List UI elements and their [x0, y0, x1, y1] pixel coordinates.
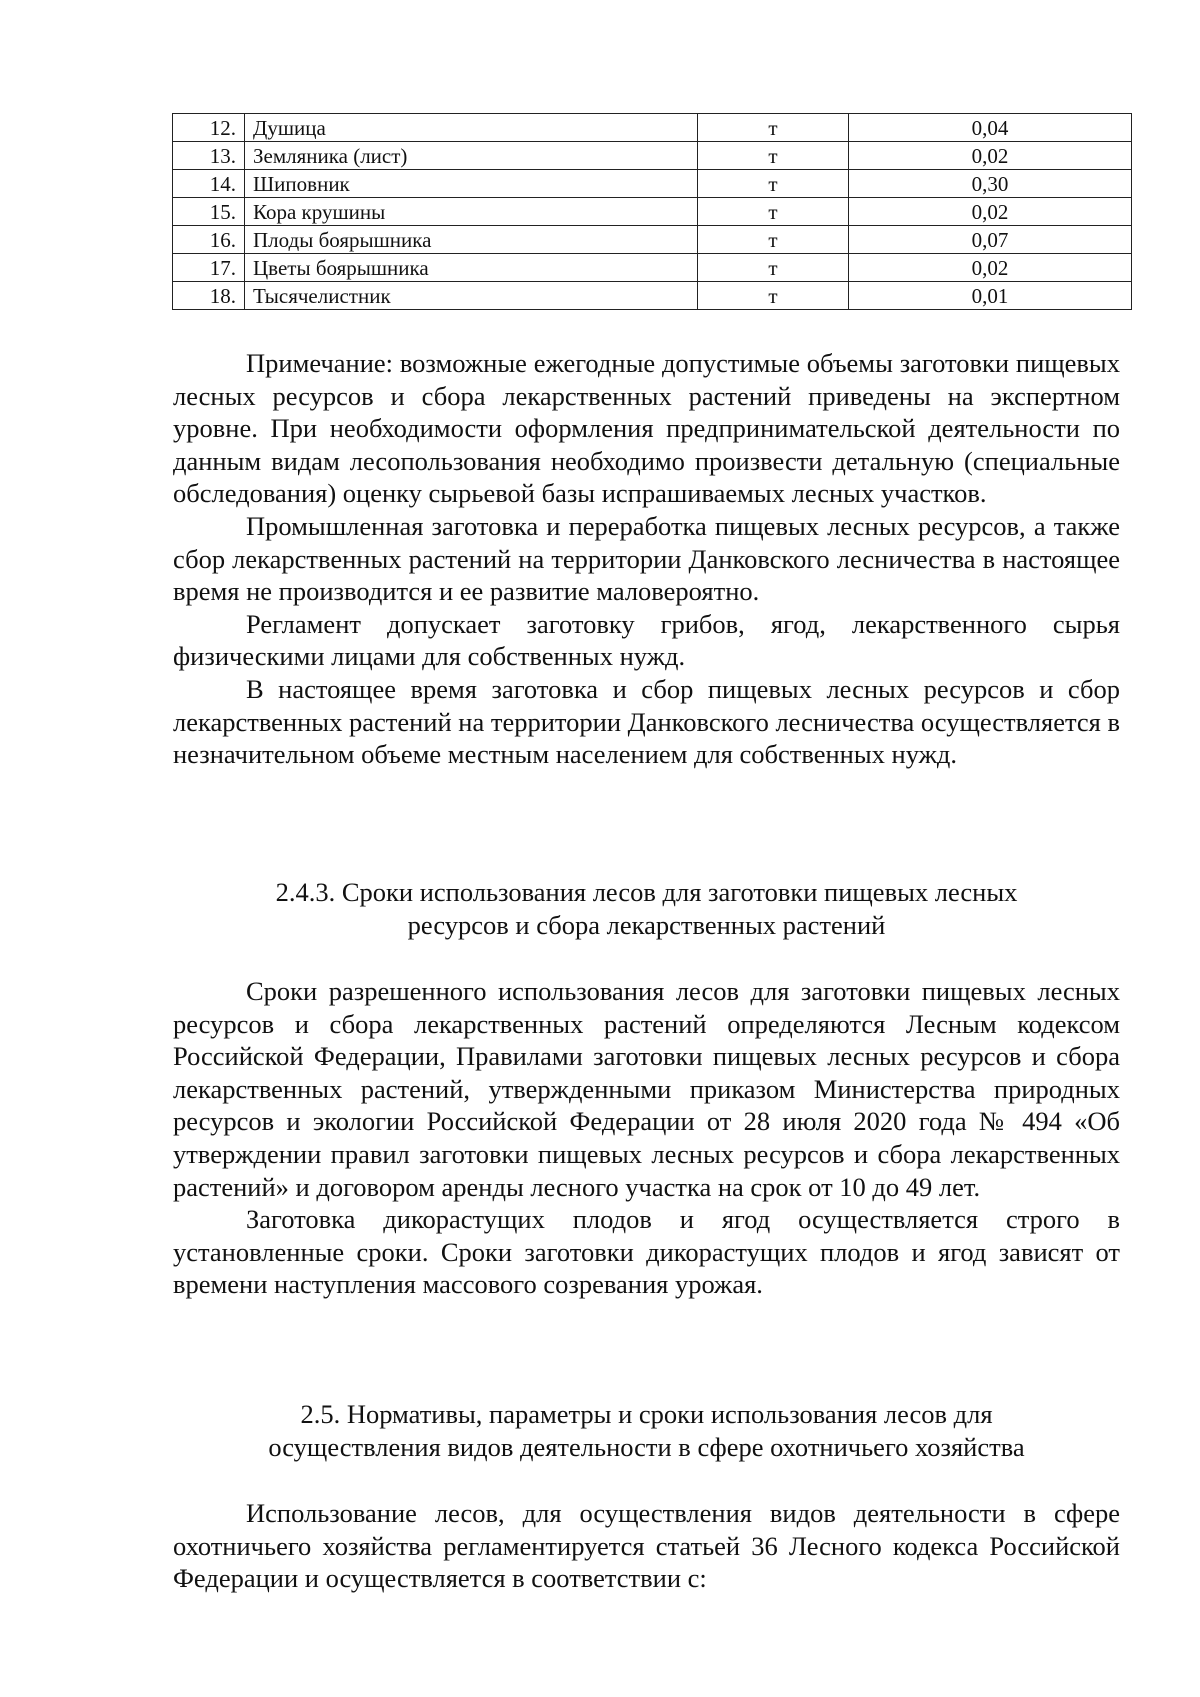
table-row — [173, 198, 1132, 226]
resource-name-cell: Душица — [245, 114, 698, 142]
resources-table-body — [173, 114, 1132, 310]
section-terms — [173, 975, 1120, 1301]
unit-cell: т — [698, 142, 849, 170]
unit-cell: т — [698, 114, 849, 142]
row-number-cell: 17. — [173, 254, 245, 282]
volume-cell: 0,04 — [849, 114, 1132, 142]
volume-cell: 0,01 — [849, 282, 1132, 310]
volume-cell: 0,07 — [849, 226, 1132, 254]
unit-cell: т — [698, 170, 849, 198]
heading-2-4-3 — [173, 876, 1120, 941]
paragraph-note: Примечание: возможные ежегодные допустимые объемы заготовки пищевых лесных ресурсов и сбора лекарственных растений приведены на экспертном уровне. При необходимости оформления предпринимательской деятельности по данным видам лесопользования необходимо произвести детальную (специальные обследования) оценку сырьевой базы испрашиваемых лесных участков. — [173, 348, 1120, 509]
resource-name-cell: Плоды боярышника — [245, 226, 698, 254]
section-hunting — [173, 1497, 1120, 1595]
paragraph-industrial: Промышленная заготовка и переработка пищевых лесных ресурсов, а также сбор лекарственных растений на территории Данковского лесничества в настоящее время не производится и ее развитие маловероятно. — [173, 510, 1120, 607]
heading-2-5-line2: осуществления видов деятельности в сфере охотничьего хозяйства — [268, 1431, 1025, 1462]
row-number-cell: 16. — [173, 226, 245, 254]
table-row — [173, 170, 1132, 198]
volume-cell: 0,02 — [849, 142, 1132, 170]
resource-name-cell: Шиповник — [245, 170, 698, 198]
row-number-cell: 12. — [173, 114, 245, 142]
volume-cell: 0,02 — [849, 254, 1132, 282]
row-number-cell: 18. — [173, 282, 245, 310]
row-number-cell: 15. — [173, 198, 245, 226]
resources-table — [172, 113, 1132, 310]
table-row — [173, 142, 1132, 170]
row-number-cell: 13. — [173, 142, 245, 170]
table-row — [173, 254, 1132, 282]
heading-2-4-3-line1: 2.4.3. Сроки использования лесов для заготовки пищевых лесных — [275, 877, 1018, 907]
resource-name-cell: Цветы боярышника — [245, 254, 698, 282]
paragraph-current-state: В настоящее время заготовка и сбор пищевых лесных ресурсов и сбор лекарственных растений на территории Данковского лесничества осуществляется в незначительном объеме местным населением для собственных нужд. — [173, 673, 1120, 770]
unit-cell: т — [698, 282, 849, 310]
volume-cell: 0,02 — [849, 198, 1132, 226]
table-row — [173, 114, 1132, 142]
heading-2-4-3-line2: ресурсов и сбора лекарственных растений — [407, 909, 886, 940]
unit-cell: т — [698, 254, 849, 282]
row-number-cell: 14. — [173, 170, 245, 198]
resource-name-cell: Земляника (лист) — [245, 142, 698, 170]
table-row — [173, 226, 1132, 254]
resource-name-cell: Кора крушины — [245, 198, 698, 226]
resource-name-cell: Тысячелистник — [245, 282, 698, 310]
paragraph-hunting: Использование лесов, для осуществления видов деятельности в сфере охотничьего хозяйства регламентируется статьей 36 Лесного кодекса Российской Федерации и осуществляется в соответствии с: — [173, 1498, 1120, 1594]
paragraph-regulation: Регламент допускает заготовку грибов, ягод, лекарственного сырья физическими лицами для собственных нужд. — [173, 608, 1120, 672]
heading-2-5 — [173, 1398, 1120, 1463]
unit-cell: т — [698, 198, 849, 226]
unit-cell: т — [698, 226, 849, 254]
table-row — [173, 282, 1132, 310]
paragraph-harvest-terms: Заготовка дикорастущих плодов и ягод осуществляется строго в установленные сроки. Сроки заготовки дикорастущих плодов и ягод зависят от времени наступления массового созревания урожая. — [173, 1204, 1120, 1300]
paragraph-terms: Сроки разрешенного использования лесов для заготовки пищевых лесных ресурсов и сбора лекарственных растений определяются Лесным кодексом Российской Федерации, Правилами заготовки пищевых лесных ресурсов и сбора лекарственных растений, утвержденными приказом Министерства природных ресурсов и экологии Российской Федерации от 28 июля 2020 года № 494 «Об утверждении правил заготовки пищевых лесных ресурсов и сбора лекарственных растений» и договором аренды лесного участка на срок от 10 до 49 лет. — [173, 976, 1120, 1202]
volume-cell: 0,30 — [849, 170, 1132, 198]
section-notes — [173, 347, 1120, 771]
heading-2-5-line1: 2.5. Нормативы, параметры и сроки использования лесов для — [300, 1399, 993, 1429]
